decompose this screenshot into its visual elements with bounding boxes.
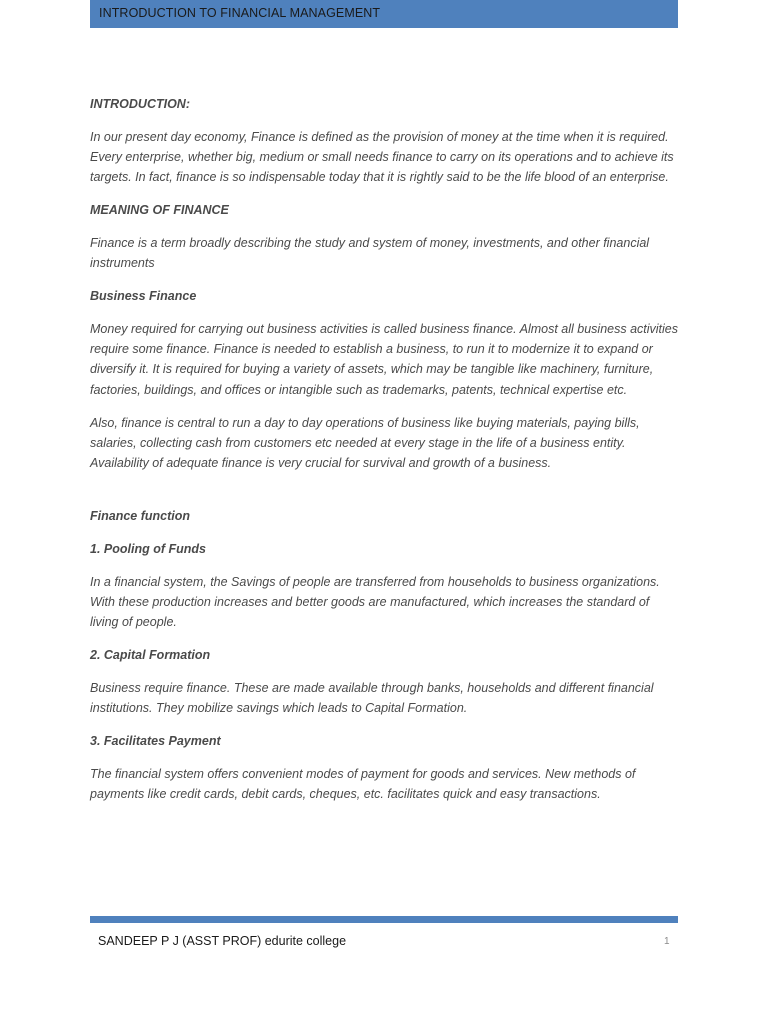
capital-formation-heading: 2. Capital Formation — [90, 647, 211, 662]
document-body — [90, 94, 680, 817]
meaning-of-finance-paragraph: Finance is a term broadly describing the study and system of money, investments, and other financial instruments — [90, 235, 650, 271]
footer-rule — [90, 916, 678, 923]
facilitates-payment-paragraph: The financial system offers convenient modes of payment for goods and services. New methods of payments like credit cards, debit cards, cheques, etc. facilitates quick and easy transactions. — [90, 766, 636, 801]
business-finance-paragraph-2: Also, finance is central to run a day to day operations of business like buying materials, paying bills, salaries, collecting cash from customers etc needed at every stage in the life of a business entity. Availability of adequate finance is very crucial for survival and growth of a business. — [90, 415, 640, 471]
introduction-paragraph: In our present day economy, Finance is defined as the provision of money at the time when it is required. Every enterprise, whether big, medium or small needs finance to carry on its operations and to achieve its targets. In fact, finance is so indispensable today that it is rightly said to be the life blood of an enterprise. — [90, 129, 674, 185]
footer-author: SANDEEP P J (ASST PROF) edurite college — [98, 934, 347, 948]
section-spacer — [90, 486, 680, 506]
pooling-of-funds-paragraph: In a financial system, the Savings of people are transferred from households to business organizations. With these production increases and better goods are manufactured, which increases the standard of living of people. — [90, 574, 660, 630]
finance-function-heading: Finance function — [90, 508, 190, 523]
header-bar — [90, 0, 678, 28]
document-header-title: INTRODUCTION TO FINANCIAL MANAGEMENT — [99, 6, 381, 20]
capital-formation-paragraph: Business require finance. These are made available through banks, households and different financial institutions. They mobilize savings which leads to Capital Formation. — [90, 680, 654, 716]
meaning-of-finance-heading: MEANING OF FINANCE — [90, 203, 229, 218]
business-finance-heading: Business Finance — [90, 289, 197, 304]
facilitates-payment-heading: 3. Facilitates Payment — [90, 733, 221, 748]
page-number: 1 — [664, 936, 670, 947]
business-finance-paragraph-1: Money required for carrying out business activities is called business finance. Almost all business activities require some finance. Finance is needed to establish a business, to run it to modernize it to expand or diversify it. It is required for buying a variety of assets, which may be tangible like machinery, furniture, factories, buildings, and offices or intangible such as trademarks, patents, technical expertise etc. — [90, 321, 679, 397]
pooling-of-funds-heading: 1. Pooling of Funds — [90, 541, 206, 556]
introduction-heading: INTRODUCTION: — [90, 97, 190, 111]
